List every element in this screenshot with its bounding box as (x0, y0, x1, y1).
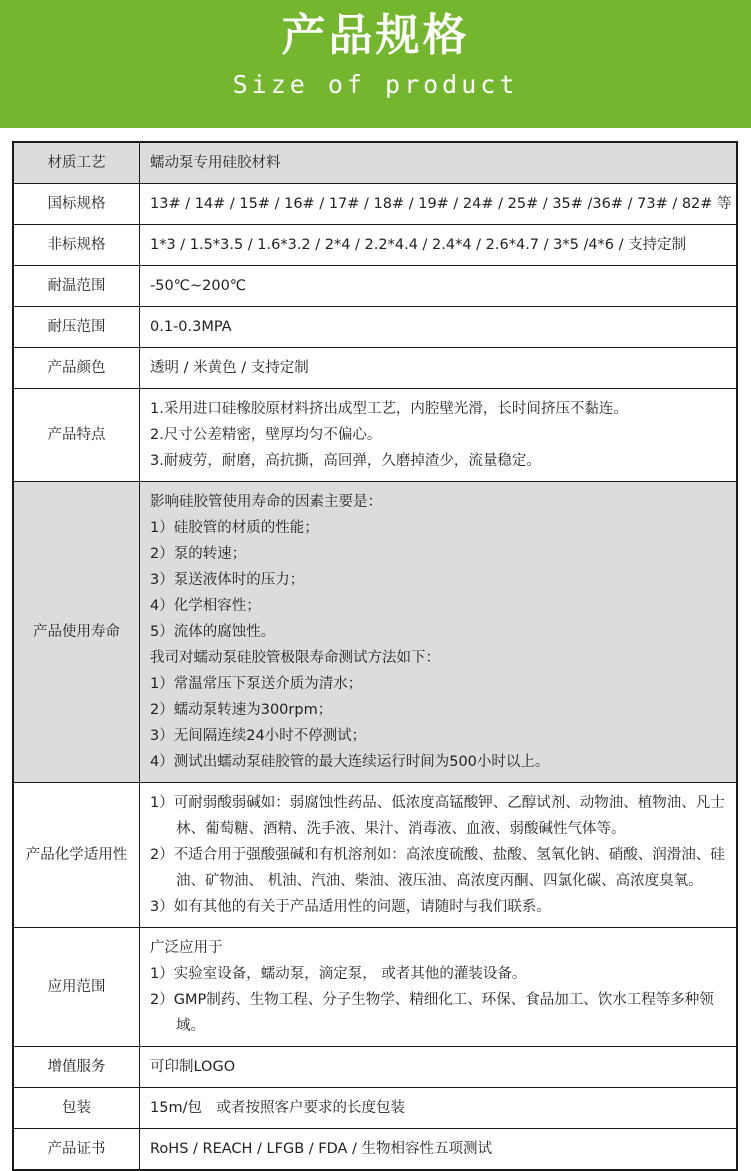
page-subtitle: Size of product (232, 70, 519, 99)
spec-value-cell (140, 142, 738, 184)
spec-label-cell: 耐温范围 (13, 266, 140, 307)
table-row (13, 783, 737, 928)
table-row (13, 1047, 737, 1088)
spec-value-line: 4）化学相容性； (150, 598, 261, 614)
spec-value-cell (140, 482, 738, 783)
spec-label-cell: 产品化学适用性 (13, 783, 140, 928)
spec-value-line: 影响硅胶管使用寿命的因素主要是： (150, 494, 382, 510)
spec-value-line: 广泛应用于 (150, 940, 223, 956)
spec-value-line: 13# / 14# / 15# / 16# / 17# / 18# / 19# / 24# / 25# / 35# /36# / 73# / 82# 等 (150, 196, 732, 212)
spec-value-cell (140, 225, 738, 266)
product-spec-table (12, 141, 738, 1171)
spec-label-cell: 非标规格 (13, 225, 140, 266)
page-title: 产品规格 (281, 10, 470, 61)
spec-value-cell (140, 1047, 738, 1088)
spec-value-cell (140, 307, 738, 348)
spec-label-cell: 产品特点 (13, 389, 140, 482)
spec-value-cell (140, 783, 738, 928)
spec-value-cell (140, 1129, 738, 1171)
spec-value-line: 透明 / 米黄色 / 支持定制 (150, 360, 309, 376)
spec-value-line: 3）泵送液体时的压力； (150, 572, 305, 588)
spec-value-line: 2.尺寸公差精密，壁厚均匀不偏心。 (150, 427, 382, 443)
spec-label-cell: 耐压范围 (13, 307, 140, 348)
spec-value-cell (140, 1088, 738, 1129)
spec-value-cell (140, 184, 738, 225)
spec-value-line: 3.耐疲劳，耐磨，高抗撕，高回弹，久磨掉渣少，流量稳定。 (150, 453, 541, 469)
spec-value-line: 15m/包 或者按照客户要求的长度包装 (150, 1100, 405, 1116)
spec-value-line: 2）GMP制药、生物工程、分子生物学、精细化工、环保、食品加工、饮水工程等多种领域。 (150, 992, 714, 1034)
spec-value-line: 1）实验室设备，蠕动泵，滴定泵， 或者其他的灌装设备。 (150, 966, 527, 982)
spec-value-line: 我司对蠕动泵硅胶管极限寿命测试方法如下： (150, 650, 440, 666)
table-row (13, 225, 737, 266)
spec-table-container (0, 141, 751, 1171)
spec-label-cell: 包装 (13, 1088, 140, 1129)
spec-value-line: 可印制LOGO (150, 1059, 236, 1075)
spec-value-cell (140, 348, 738, 389)
table-row (13, 1088, 737, 1129)
spec-label-cell: 产品颜色 (13, 348, 140, 389)
table-row (13, 482, 737, 783)
table-row (13, 142, 737, 184)
spec-value-line: 3）如有其他的有关于产品适用性的问题，请随时与我们联系。 (150, 899, 551, 915)
spec-value-line: 1）硅胶管的材质的性能； (150, 520, 319, 536)
table-row (13, 1129, 737, 1171)
spec-value-line: 蠕动泵专用硅胶材料 (150, 155, 281, 171)
spec-label-cell: 国标规格 (13, 184, 140, 225)
spec-value-line: -50℃~200℃ (150, 278, 247, 294)
spec-value-line: RoHS / REACH / LFGB / FDA / 生物相容性五项测试 (150, 1141, 493, 1157)
table-row (13, 928, 737, 1047)
spec-value-cell (140, 266, 738, 307)
banner-table-spacer (0, 128, 751, 141)
table-row (13, 307, 737, 348)
spec-value-line: 1*3 / 1.5*3.5 / 1.6*3.2 / 2*4 / 2.2*4.4 / 2.4*4 / 2.6*4.7 / 3*5 /4*6 / 支持定制 (150, 237, 687, 253)
spec-value-line: 1.采用进口硅橡胶原材料挤出成型工艺，内腔壁光滑，长时间挤压不黏连。 (150, 401, 628, 417)
table-row (13, 184, 737, 225)
table-row (13, 348, 737, 389)
spec-value-line: 2）蠕动泵转速为300rpm； (150, 702, 333, 718)
spec-value-line: 4）测试出蠕动泵硅胶管的最大连续运行时间为500小时以上。 (150, 754, 550, 770)
spec-label-cell: 产品使用寿命 (13, 482, 140, 783)
spec-label-cell: 产品证书 (13, 1129, 140, 1171)
spec-value-line: 1）可耐弱酸弱碱如：弱腐蚀性药品、低浓度高锰酸钾、乙醇试剂、动物油、植物油、凡士林、葡萄糖、酒精、洗手液、果汁、消毒液、血液、弱酸碱性气体等。 (150, 795, 725, 837)
table-row (13, 389, 737, 482)
spec-table-body (13, 142, 737, 1170)
spec-value-line: 2）不适合用于强酸强碱和有机溶剂如：高浓度硫酸、盐酸、氢氧化钠、硝酸、润滑油、硅油、矿物油、 机油、汽油、柴油、液压油、高浓度丙酮、四氯化碳、高浓度臭氧。 (150, 847, 725, 889)
table-row (13, 266, 737, 307)
spec-label-cell: 应用范围 (13, 928, 140, 1047)
spec-value-cell (140, 389, 738, 482)
page-banner (0, 0, 751, 128)
spec-value-line: 2）泵的转速； (150, 546, 247, 562)
spec-value-line: 0.1-0.3MPA (150, 319, 232, 335)
spec-value-line: 3）无间隔连续24小时不停测试； (150, 728, 367, 744)
spec-label-cell: 材质工艺 (13, 142, 140, 184)
spec-label-cell: 增值服务 (13, 1047, 140, 1088)
spec-value-cell (140, 928, 738, 1047)
spec-value-line: 1）常温常压下泵送介质为清水； (150, 676, 363, 692)
spec-value-line: 5）流体的腐蚀性。 (150, 624, 276, 640)
